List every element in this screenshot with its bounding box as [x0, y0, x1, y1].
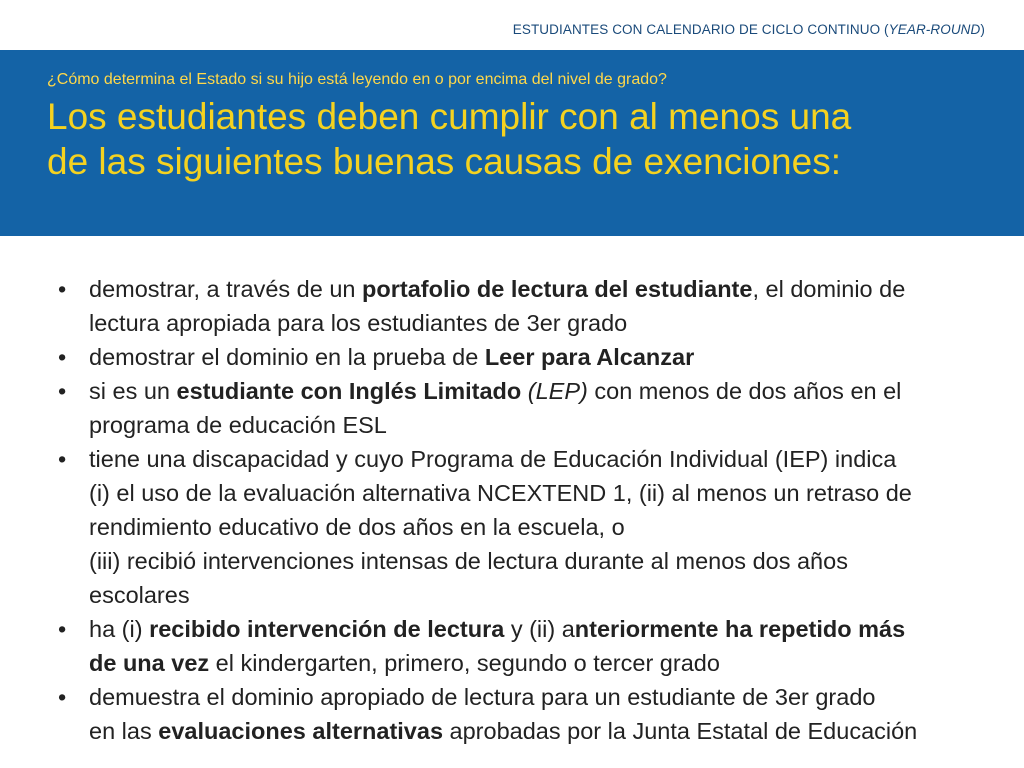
- bullet-marker: •: [58, 276, 67, 302]
- title-line-1: Los estudiantes deben cumplir con al menos una: [47, 96, 852, 137]
- list-item: • demuestra el dominio apropiado de lectura para un estudiante de 3er grado en las evaluaciones alternativas aprobadas por la Junta Estatal de Educación: [58, 680, 1008, 748]
- bullet-marker: •: [58, 684, 67, 710]
- list-item: • demostrar, a través de un portafolio de lectura del estudiante, el dominio de lectura apropiada para los estudiantes de 3er grado: [58, 272, 1008, 340]
- bullet-marker: •: [58, 446, 67, 472]
- list-item: • ha (i) recibido intervención de lectura y (ii) anteriormente ha repetido más de una vez el kindergarten, primero, segundo o tercer grado: [58, 612, 1008, 680]
- bullet-marker: •: [58, 344, 67, 370]
- bullet-marker: •: [58, 378, 67, 404]
- title-line-2: de las siguientes buenas causas de exenciones:: [47, 141, 841, 182]
- list-item: • tiene una discapacidad y cuyo Programa de Educación Individual (IEP) indica (i) el uso de la evaluación alternativa NCEXTEND 1, (ii) al menos un retraso de rendimiento educativo de dos años en la escuela, o (iii) recibió intervenciones intensas de lectura durante al menos dos años escolares: [58, 442, 1008, 612]
- exemption-list: [58, 272, 1008, 748]
- bullet-marker: •: [58, 616, 67, 642]
- list-item: • si es un estudiante con Inglés Limitado (LEP) con menos de dos años en el programa de educación ESL: [58, 374, 1008, 442]
- top-label: ESTUDIANTES CON CALENDARIO DE CICLO CONTINUO (YEAR-ROUND): [512, 22, 985, 37]
- slide-subtitle: ¿Cómo determina el Estado si su hijo está leyendo en o por encima del nivel de grado?: [47, 71, 667, 88]
- slide-title: [47, 94, 1007, 184]
- list-item: • demostrar el dominio en la prueba de Leer para Alcanzar: [58, 340, 1008, 374]
